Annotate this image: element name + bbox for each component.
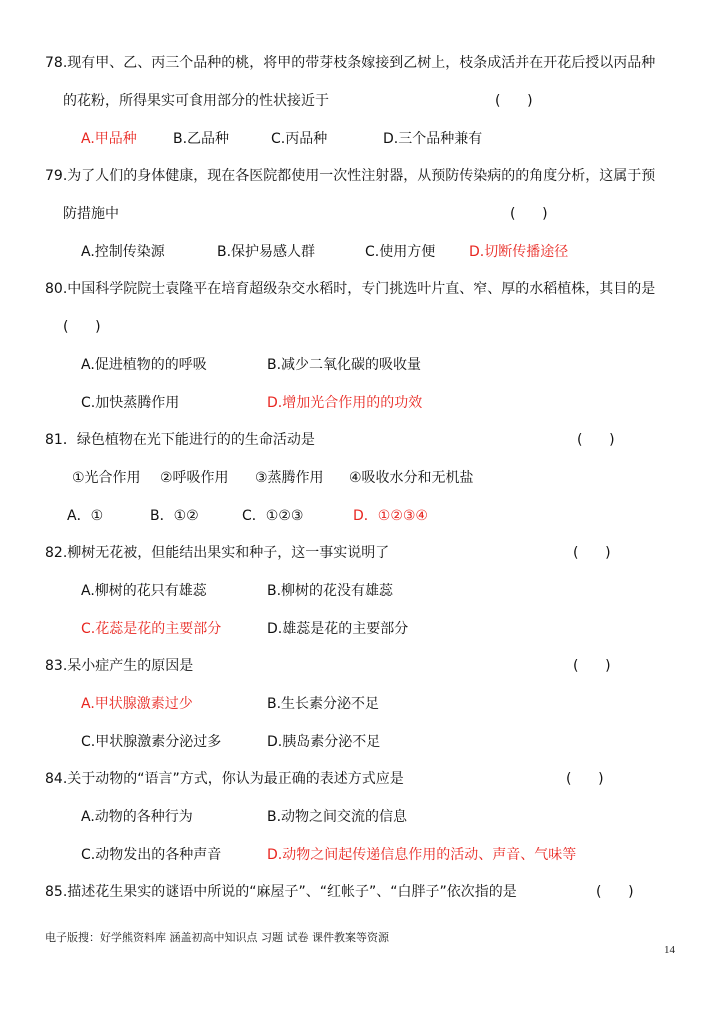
q83-option-b: B.生长素分泌不足: [267, 696, 380, 712]
q81-stem: 81．绿色植物在光下能进行的的生命活动是: [45, 432, 315, 448]
q83-option-d: D.胰岛素分泌不足: [267, 734, 381, 750]
page-number: 14: [664, 944, 675, 956]
q82-option-c: C.花蕊是花的主要部分: [81, 621, 222, 637]
q82-option-b: B.柳树的花没有雄蕊: [267, 583, 394, 599]
q81-option-a: A．①: [67, 508, 104, 524]
q84-option-a: A.动物的各种行为: [81, 809, 193, 825]
page-footer: 电子版搜：好学熊资料库 涵盖初高中知识点 习题 试卷 课件教案等资源: [45, 931, 389, 944]
q82-option-d: D.雄蕊是花的主要部分: [267, 621, 409, 637]
q84-stem: 84.关于动物的“语言”方式，你认为最正确的表述方式应是: [45, 771, 404, 787]
q78-option-c: C.丙品种: [271, 131, 328, 147]
q78-option-d: D.三个品种兼有: [383, 131, 483, 147]
q79-option-c: C.使用方便: [365, 244, 436, 260]
q80-answer-blank: ( ): [63, 319, 101, 335]
q84-option-d: D.动物之间起传递信息作用的活动、声音、气味等: [267, 847, 577, 863]
q84-option-c: C.动物发出的各种声音: [81, 847, 222, 863]
q79-stem-line2: 防措施中: [63, 206, 119, 222]
q81-option-b: B．①②: [150, 508, 199, 524]
q78-stem-line1: 78.现有甲、乙、丙三个品种的桃，将甲的带芽枝条嫁接到乙树上，枝条成活并在开花后授以丙品种: [45, 55, 656, 71]
q78-stem-line2: 的花粉，所得果实可食用部分的性状接近于: [63, 93, 329, 109]
q80-option-b: B.减少二氧化碳的吸收量: [267, 357, 422, 373]
q78-option-a: A.甲品种: [81, 131, 137, 147]
q80-stem-line1: 80.中国科学院院士袁隆平在培育超级杂交水稻时，专门挑选叶片直、窄、厚的水稻植株，其目的是: [45, 281, 656, 297]
q80-option-d: D.增加光合作用的的功效: [267, 395, 423, 411]
q85-answer-blank: ( ): [596, 884, 634, 900]
q82-answer-blank: ( ): [573, 545, 611, 561]
q81-option-d: D．①②③④: [353, 508, 428, 524]
q80-option-a: A.促进植物的的呼吸: [81, 357, 207, 373]
q83-option-a: A.甲状腺激素过少: [81, 696, 193, 712]
q82-option-a: A.柳树的花只有雄蕊: [81, 583, 207, 599]
q85-stem: 85.描述花生果实的谜语中所说的“麻屋子”、“红帐子”、“白胖子”依次指的是: [45, 884, 517, 900]
q79-answer-blank: ( ): [510, 206, 548, 222]
q79-option-d: D.切断传播途径: [469, 244, 569, 260]
q81-item-1: ①光合作用: [72, 470, 141, 486]
q81-item-2: ②呼吸作用: [160, 470, 229, 486]
q81-item-4: ④吸收水分和无机盐: [349, 470, 474, 486]
q84-answer-blank: ( ): [566, 771, 604, 787]
q81-option-c: C．①②③: [242, 508, 304, 524]
q78-option-b: B.乙品种: [173, 131, 230, 147]
q79-stem-line1: 79.为了人们的身体健康，现在各医院都使用一次性注射器，从预防传染病的的角度分析，这属于预: [45, 168, 656, 184]
q83-stem: 83.呆小症产生的原因是: [45, 658, 194, 674]
q78-answer-blank: ( ): [495, 93, 533, 109]
q80-option-c: C.加快蒸腾作用: [81, 395, 180, 411]
q81-answer-blank: ( ): [577, 432, 615, 448]
q84-option-b: B.动物之间交流的信息: [267, 809, 408, 825]
q83-option-c: C.甲状腺激素分泌过多: [81, 734, 222, 750]
q79-option-a: A.控制传染源: [81, 244, 165, 260]
q83-answer-blank: ( ): [573, 658, 611, 674]
q82-stem: 82.柳树无花被，但能结出果实和种子，这一事实说明了: [45, 545, 390, 561]
q81-item-3: ③蒸腾作用: [255, 470, 324, 486]
q79-option-b: B.保护易感人群: [217, 244, 316, 260]
